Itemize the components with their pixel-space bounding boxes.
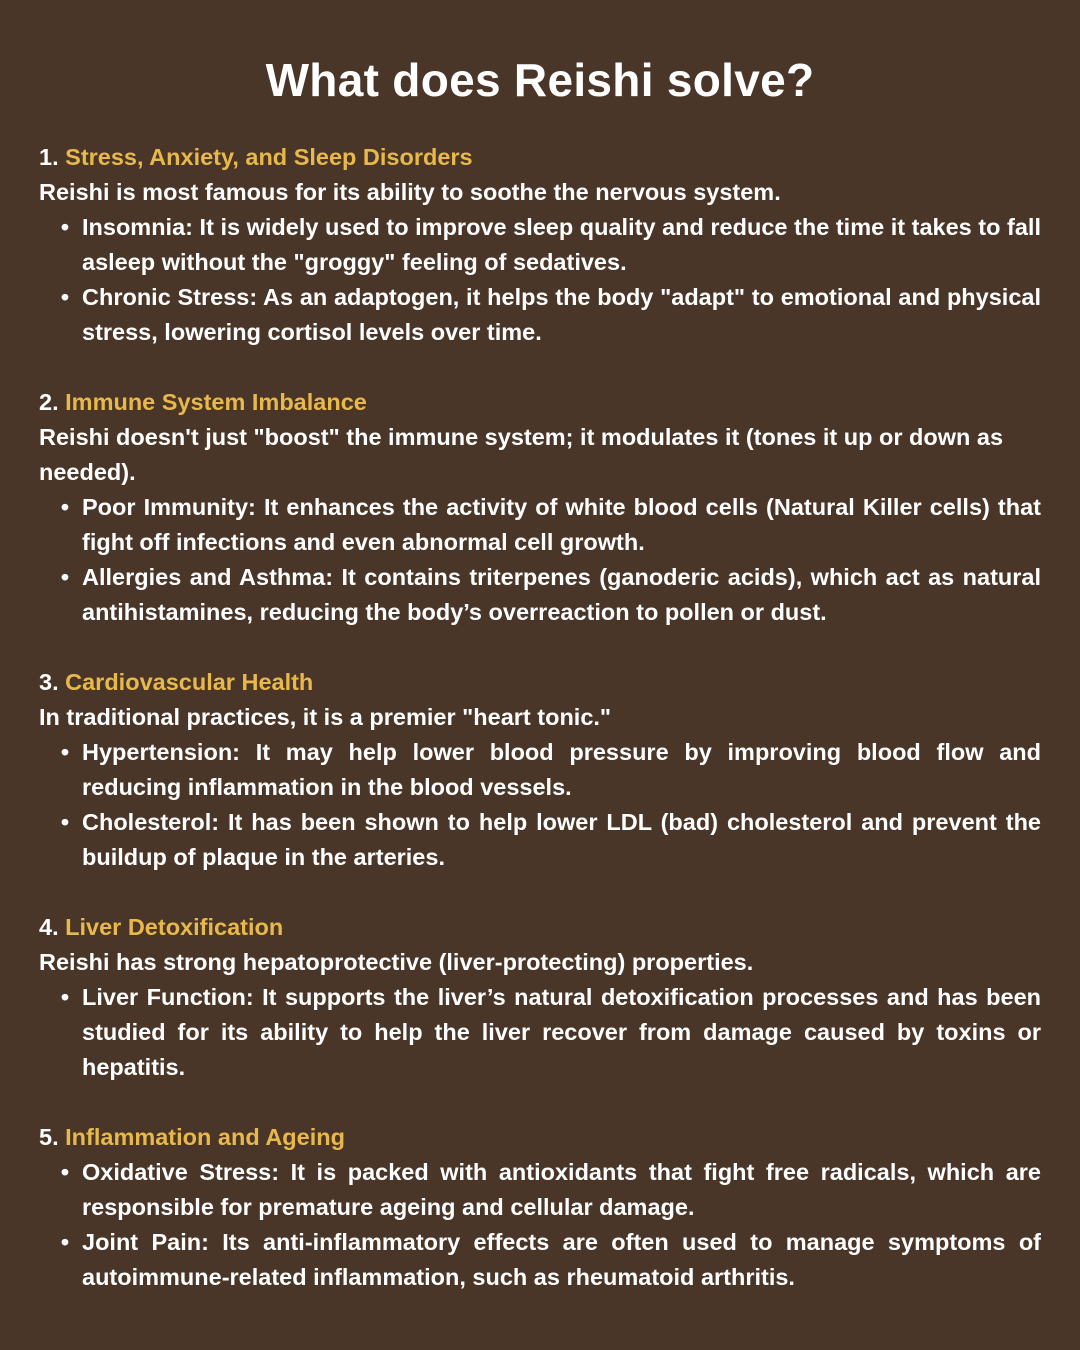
bullet-list — [39, 980, 1041, 1085]
bullet-text: Chronic Stress: As an adaptogen, it helps the body "adapt" to emotional and physical stress, lowering cortisol levels over time. — [82, 284, 1041, 345]
bullet-list — [39, 490, 1041, 630]
bullet-text: Hypertension: It may help lower blood pressure by improving blood flow and reducing inflammation in the blood vessels. — [82, 739, 1041, 800]
section-intro: In traditional practices, it is a premier "heart tonic." — [39, 704, 612, 730]
section-number: 4. — [39, 914, 59, 940]
section-heading-text: Immune System Imbalance — [65, 389, 367, 415]
section-number: 1. — [39, 144, 59, 170]
bullet-icon: • — [60, 809, 70, 835]
bullet-text: Joint Pain: Its anti-inflammatory effects are often used to manage symptoms of autoimmune-related inflammation, such as rheumatoid arthritis. — [82, 1229, 1041, 1290]
section-number: 5. — [39, 1124, 59, 1150]
section-heading — [39, 140, 1041, 175]
section-inflammation — [39, 1120, 1041, 1295]
section-intro: Reishi doesn't just "boost" the immune system; it modulates it (tones it up or down as needed). — [39, 424, 1004, 485]
bullet-list — [39, 735, 1041, 875]
section-heading — [39, 665, 1041, 700]
bullet-icon: • — [60, 984, 70, 1010]
section-liver — [39, 910, 1041, 1085]
section-heading — [39, 910, 1041, 945]
section-cardiovascular — [39, 665, 1041, 875]
bullet-item — [39, 210, 1041, 280]
bullet-item — [39, 1155, 1041, 1225]
bullet-text: Cholesterol: It has been shown to help lower LDL (bad) cholesterol and prevent the buildup of plaque in the arteries. — [82, 809, 1041, 870]
bullet-item — [39, 735, 1041, 805]
bullet-icon: • — [60, 739, 70, 765]
bullet-item — [39, 280, 1041, 350]
bullet-item — [39, 560, 1041, 630]
section-heading — [39, 385, 1041, 420]
section-heading-text: Stress, Anxiety, and Sleep Disorders — [65, 144, 473, 170]
bullet-item — [39, 1225, 1041, 1295]
bullet-text: Oxidative Stress: It is packed with antioxidants that fight free radicals, which are responsible for premature ageing and cellular damage. — [82, 1159, 1041, 1220]
section-immune — [39, 385, 1041, 630]
section-heading — [39, 1120, 1041, 1155]
bullet-item — [39, 490, 1041, 560]
bullet-text: Insomnia: It is widely used to improve sleep quality and reduce the time it takes to fall asleep without the "groggy" feeling of sedatives. — [82, 214, 1041, 275]
section-stress-sleep — [39, 140, 1041, 350]
bullet-item — [39, 805, 1041, 875]
bullet-text: Poor Immunity: It enhances the activity of white blood cells (Natural Killer cells) that fight off infections and even abnormal cell growth. — [82, 494, 1041, 555]
bullet-icon: • — [60, 284, 70, 310]
section-intro: Reishi has strong hepatoprotective (liver-protecting) properties. — [39, 949, 754, 975]
bullet-icon: • — [60, 214, 70, 240]
section-heading-text: Liver Detoxification — [65, 914, 284, 940]
bullet-list — [39, 210, 1041, 350]
bullet-list — [39, 1155, 1041, 1295]
bullet-text: Liver Function: It supports the liver’s natural detoxification processes and has been studied for its ability to help the liver recover from damage caused by toxins or hepatitis. — [82, 984, 1041, 1080]
bullet-icon: • — [60, 494, 70, 520]
bullet-icon: • — [60, 564, 70, 590]
bullet-icon: • — [60, 1229, 70, 1255]
page-title: What does Reishi solve? — [265, 54, 815, 106]
bullet-icon: • — [60, 1159, 70, 1185]
bullet-text: Allergies and Asthma: It contains triterpenes (ganoderic acids), which act as natural antihistamines, reducing the body’s overreaction to pollen or dust. — [82, 564, 1041, 625]
section-intro: Reishi is most famous for its ability to soothe the nervous system. — [39, 179, 781, 205]
section-heading-text: Inflammation and Ageing — [65, 1124, 345, 1150]
section-number: 2. — [39, 389, 59, 415]
bullet-item — [39, 980, 1041, 1085]
section-heading-text: Cardiovascular Health — [65, 669, 314, 695]
section-number: 3. — [39, 669, 59, 695]
